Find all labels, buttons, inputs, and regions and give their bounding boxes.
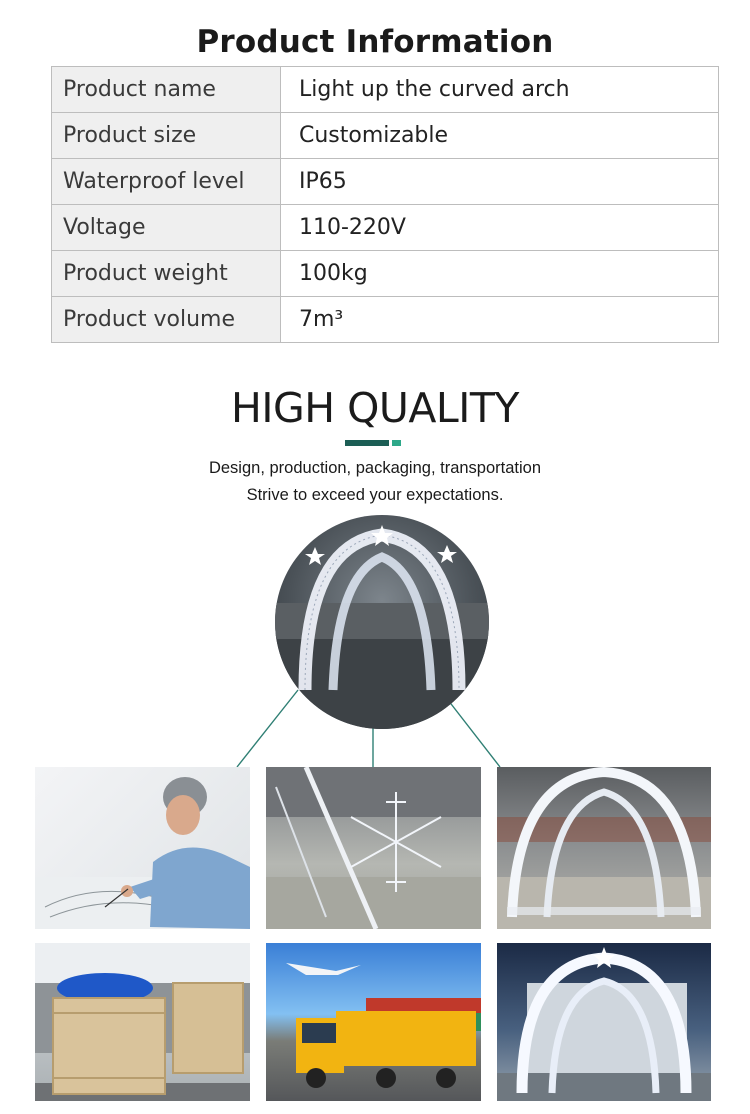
hero-arch-photo	[275, 515, 489, 729]
design-photo	[35, 767, 250, 929]
spec-value: 110-220V	[281, 205, 719, 251]
installation-photo	[497, 943, 711, 1101]
spec-label: Product weight	[52, 251, 281, 297]
spec-value: 7m³	[281, 297, 719, 343]
spec-label: Waterproof level	[52, 159, 281, 205]
spec-label: Product size	[52, 113, 281, 159]
high-quality-heading: HIGH QUALITY	[231, 384, 519, 432]
page-title: Product Information	[196, 24, 554, 60]
arch-workshop-photo	[497, 767, 711, 929]
quality-subtitle-line1: Design, production, packaging, transportation	[208, 459, 542, 477]
spec-value: 100kg	[281, 251, 719, 297]
spec-label: Voltage	[52, 205, 281, 251]
packaging-photo	[35, 943, 250, 1101]
spec-value: Light up the curved arch	[281, 67, 719, 113]
spec-value: Customizable	[281, 113, 719, 159]
spec-label: Product name	[52, 67, 281, 113]
quality-subtitle-line2: Strive to exceed your expectations.	[246, 486, 504, 504]
spec-label: Product volume	[52, 297, 281, 343]
transportation-photo	[266, 943, 481, 1101]
spec-value: IP65	[281, 159, 719, 205]
production-photo	[266, 767, 481, 929]
